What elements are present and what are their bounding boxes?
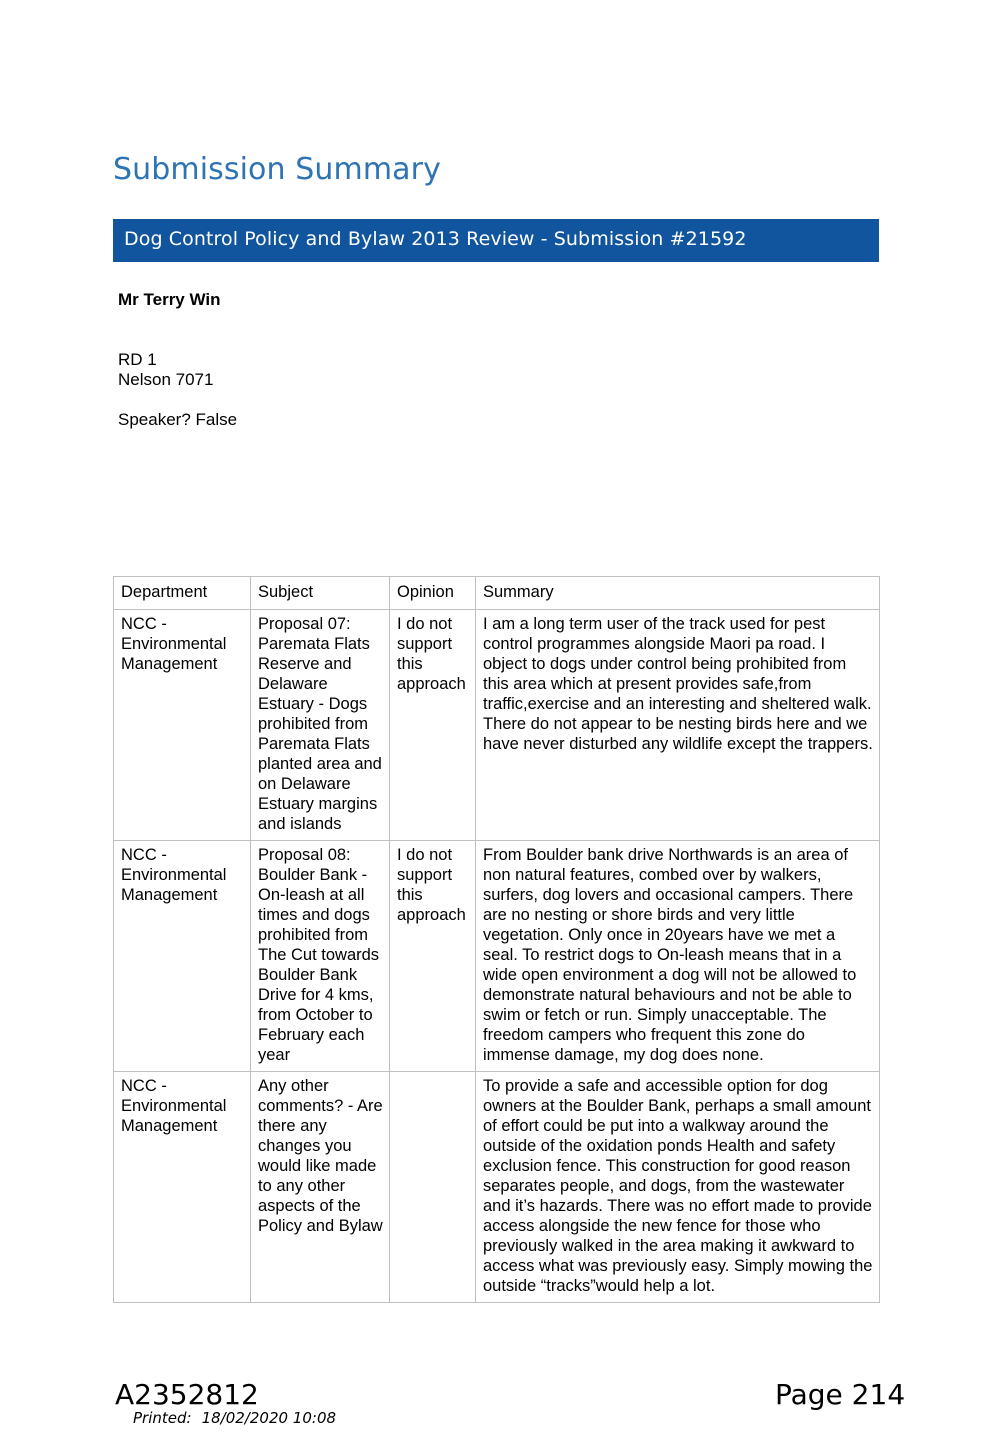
cell-department: NCC - Environmental Management (114, 841, 251, 1072)
table-row (114, 1072, 880, 1303)
submitter-name: Mr Terry Win (118, 290, 221, 309)
column-header-summary: Summary (476, 577, 880, 610)
submission-table (113, 576, 880, 1303)
column-header-opinion: Opinion (390, 577, 476, 610)
cell-opinion (390, 1072, 476, 1303)
footer-page-number: Page 214 (775, 1378, 906, 1411)
footer-printed (133, 1409, 336, 1427)
cell-subject: Proposal 07: Paremata Flats Reserve and Delaware Estuary - Dogs prohibited from Paremata Flats planted area and on Delaware Estuary margins and islands (251, 610, 390, 841)
table-header-row (114, 577, 880, 610)
submitter-address (118, 350, 213, 390)
table-row (114, 841, 880, 1072)
column-header-department: Department (114, 577, 251, 610)
address-line-2: Nelson 7071 (118, 370, 214, 389)
footer-printed-label: Printed: (133, 1409, 192, 1427)
cell-department: NCC - Environmental Management (114, 1072, 251, 1303)
table-row (114, 610, 880, 841)
speaker-status: Speaker? False (118, 410, 238, 429)
cell-opinion: I do not support this approach (390, 841, 476, 1072)
cell-subject: Any other comments? - Are there any changes you would like made to any other aspects of the Policy and Bylaw (251, 1072, 390, 1303)
address-line-1: RD 1 (118, 350, 157, 369)
cell-summary: From Boulder bank drive Northwards is an area of non natural features, combed over by walkers, surfers, dog lovers and occasional campers. There are no nesting or shore birds and very little vegetation. Only once in 20years have we met a seal. To restrict dogs to On-leash means that in a wide open environment a dog will not be allowed to demonstrate natural behaviours and not be able to swim or fetch or run. Simply unacceptable. The freedom campers who frequent this zone do immense damage, my dog does none. (476, 841, 880, 1072)
page-title: Submission Summary (113, 152, 441, 187)
footer-reference: A2352812 (115, 1378, 259, 1411)
column-header-subject: Subject (251, 577, 390, 610)
cell-department: NCC - Environmental Management (114, 610, 251, 841)
submission-banner-label: Dog Control Policy and Bylaw 2013 Review - Submission #21592 (124, 228, 747, 250)
cell-opinion: I do not support this approach (390, 610, 476, 841)
submission-banner (113, 219, 879, 262)
cell-summary: I am a long term user of the track used for pest control programmes alongside Maori pa road. I object to dogs under control being prohibited from this area which at present provides safe,from traffic,exercise and an interesting and sheltered walk. There do not appear to be nesting birds here and we have never disturbed any wildlife except the trappers. (476, 610, 880, 841)
cell-summary: To provide a safe and accessible option for dog owners at the Boulder Bank, perhaps a small amount of effort could be put into a walkway around the outside of the oxidation ponds Health and safety exclusion fence. This construction for good reason separates people, and dogs, from the wastewater and it’s hazards. There was no effort made to provide access alongside the new fence for those who previously walked in the area making it awkward to access what was previously easy. Simply mowing the outside “tracks”would help a lot. (476, 1072, 880, 1303)
footer-printed-value: 18/02/2020 10:08 (201, 1409, 337, 1427)
cell-subject: Proposal 08: Boulder Bank - On-leash at all times and dogs prohibited from The Cut towards Boulder Bank Drive for 4 kms, from October to February each year (251, 841, 390, 1072)
